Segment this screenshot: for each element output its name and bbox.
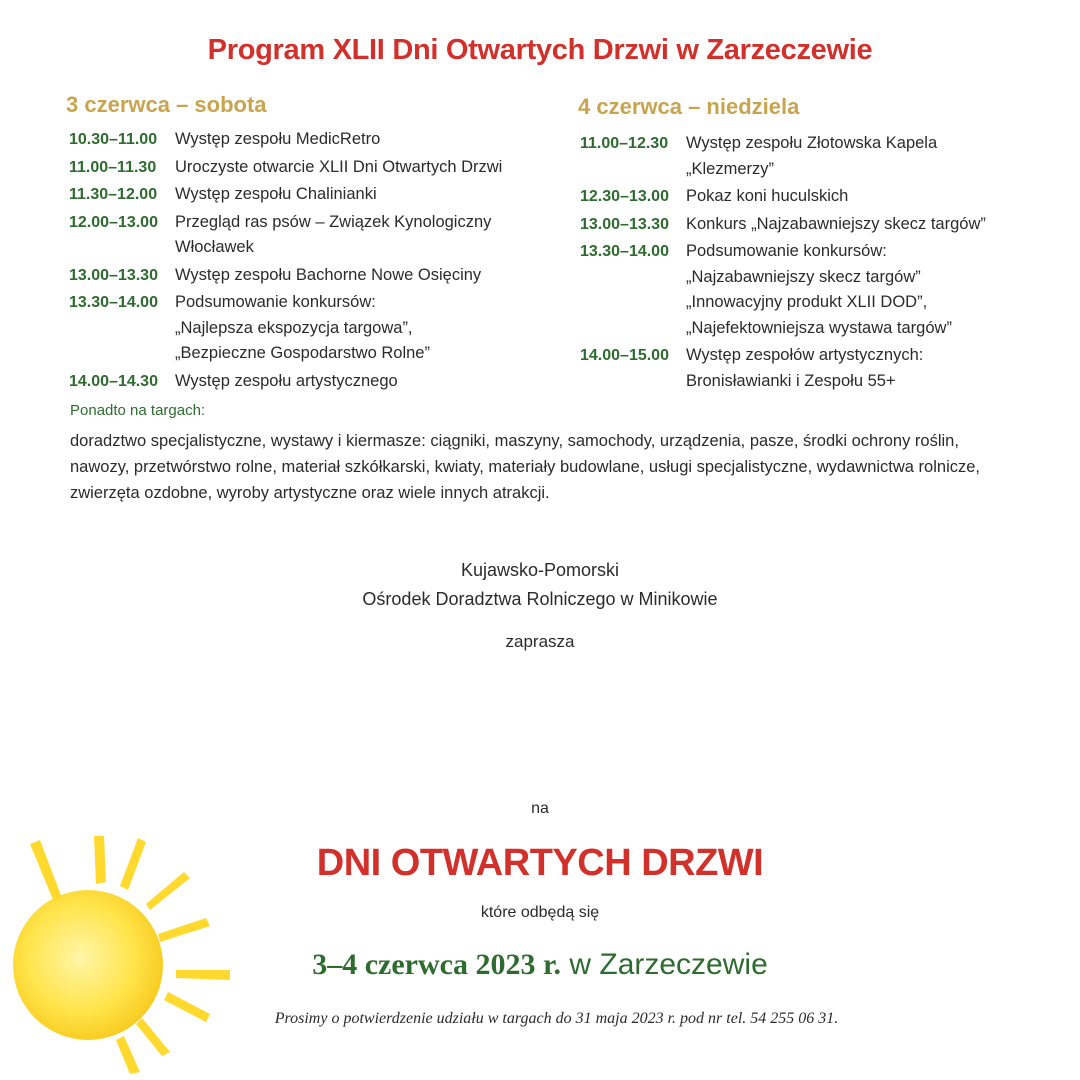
schedule-line: Podsumowanie konkursów: <box>175 293 376 311</box>
event-date: 3–4 czerwca 2023 r. <box>312 948 562 981</box>
schedule-description <box>686 212 986 238</box>
schedule-time: 11.30–12.00 <box>69 186 158 203</box>
schedule-line: Konkurs „Najzabawniejszy skecz targów” <box>686 214 986 233</box>
schedule-time: 13.30–14.00 <box>580 243 669 260</box>
day1-heading: 3 czerwca – sobota <box>66 92 267 117</box>
extras-heading: Ponadto na targach: <box>70 402 206 419</box>
schedule-line: Występ zespołu Złotowska Kapela <box>686 134 938 152</box>
schedule-description <box>175 182 377 208</box>
which-text: które odbędą się <box>480 904 600 921</box>
schedule-line: Pokaz koni huculskich <box>686 187 849 205</box>
schedule-time: 14.00–15.00 <box>580 347 669 364</box>
schedule-time: 11.00–11.30 <box>69 158 157 176</box>
schedule-line: Występ zespołu MedicRetro <box>175 130 381 148</box>
schedule-time: 13.00–13.30 <box>580 215 669 233</box>
schedule-time: 13.30–14.00 <box>69 294 158 311</box>
day2-heading: 4 czerwca – niedziela <box>578 94 800 119</box>
to-text: na <box>531 800 549 817</box>
schedule-description <box>686 184 848 210</box>
schedule-line: Włocławek <box>175 238 254 256</box>
schedule-line: „Innowacyjny produkt XLII DOD”, <box>686 293 928 311</box>
day1-schedule <box>69 127 502 396</box>
event-date-line <box>0 948 1080 982</box>
schedule-row <box>580 184 986 210</box>
schedule-line: „Najefektowniejsza wystawa targów” <box>686 318 952 337</box>
schedule-time: 12.30–13.00 <box>580 188 669 205</box>
schedule-row <box>69 369 502 395</box>
schedule-description <box>175 210 491 261</box>
schedule-row <box>69 127 502 153</box>
schedule-description <box>175 263 481 289</box>
organizer-line-1: Kujawsko-Pomorski <box>460 560 620 580</box>
schedule-line: „Klezmerzy” <box>686 159 775 178</box>
schedule-description <box>175 290 430 367</box>
schedule-description <box>686 131 937 182</box>
schedule-line: Bronisławianki i Zespołu 55+ <box>686 371 896 390</box>
schedule-line: Występ zespołu Chalinianki <box>175 185 377 203</box>
schedule-description <box>686 343 923 394</box>
schedule-row <box>69 290 502 367</box>
schedule-line: Występ zespołów artystycznych: <box>686 346 924 364</box>
schedule-description <box>686 239 952 341</box>
schedule-line: „Najlepsza ekspozycja targowa”, <box>175 318 413 337</box>
schedule-time: 10.30–11.00 <box>69 131 158 148</box>
schedule-line: Występ zespołu Bachorne Nowe Osięciny <box>175 265 482 284</box>
schedule-description <box>175 155 502 181</box>
schedule-line: Podsumowanie konkursów: <box>686 242 887 260</box>
schedule-description <box>175 369 398 395</box>
schedule-line: Występ zespołu artystycznego <box>175 371 398 390</box>
schedule-row <box>69 263 502 289</box>
extras-text: doradztwo specjalistyczne, wystawy i kiermasze: ciągniki, maszyny, samochody, urządzenia, pasze, środki ochrony roślin, nawozy, przetwórstwo rolne, materiał szkółkarski, kwiaty, materiały budowlane, usługi specjalistyczne, wydawnictwa rolnicze, zwierzęta ozdobne, wyroby artystyczne oraz wiele innych atrakcji. <box>70 432 980 502</box>
schedule-time: 12.00–13.00 <box>69 213 158 231</box>
schedule-line: Przegląd ras psów – Związek Kynologiczny <box>175 212 492 231</box>
schedule-description <box>175 127 380 153</box>
schedule-line: „Najzabawniejszy skecz targów” <box>686 267 921 286</box>
schedule-row <box>69 182 502 208</box>
schedule-line: Uroczyste otwarcie XLII Dni Otwartych Drzwi <box>175 157 503 176</box>
page-title: Program XLII Dni Otwartych Drzwi w Zarzeczewie <box>207 34 873 66</box>
schedule-row <box>580 131 986 182</box>
schedule-row <box>69 155 502 181</box>
schedule-row <box>580 212 986 238</box>
organizer-line-2: Ośrodek Doradztwa Rolniczego w Minikowie <box>362 589 718 609</box>
day2-schedule <box>580 131 986 396</box>
schedule-row <box>69 210 502 261</box>
schedule-row <box>580 343 986 394</box>
schedule-line: „Bezpieczne Gospodarstwo Rolne” <box>175 344 430 362</box>
schedule-row <box>580 239 986 341</box>
rsvp-note: Prosimy o potwierdzenie udziału w targach do 31 maja 2023 r. pod nr tel. 54 255 06 31. <box>274 1010 839 1027</box>
event-place: w Zarzeczewie <box>569 948 768 981</box>
invites-text: zaprasza <box>505 632 575 651</box>
schedule-time: 11.00–12.30 <box>580 135 669 152</box>
event-title: DNI OTWARTYCH DRZWI <box>316 842 764 884</box>
schedule-time: 14.00–14.30 <box>69 372 158 390</box>
schedule-time: 13.00–13.30 <box>69 266 158 284</box>
